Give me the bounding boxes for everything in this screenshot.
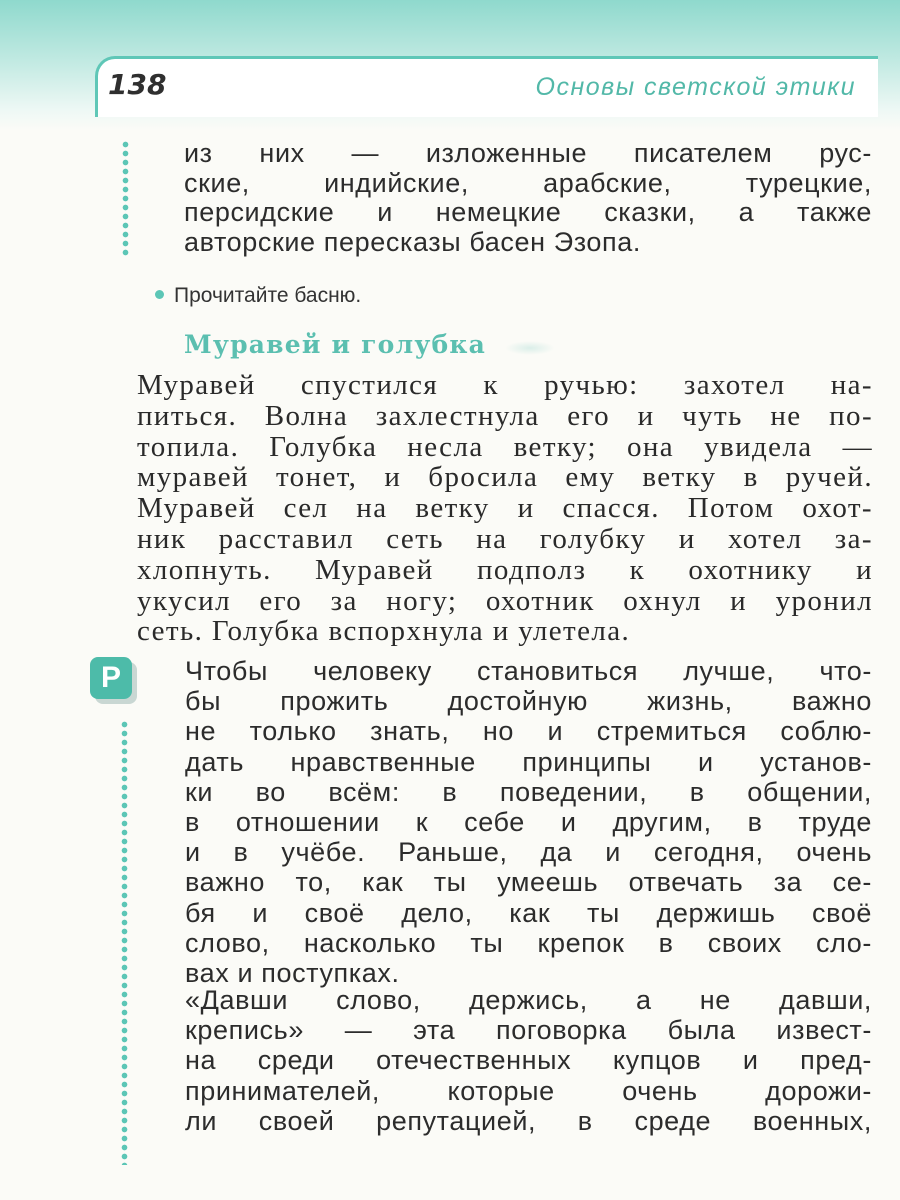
text-line: принимателей, которые очень дорожи- [185, 1075, 872, 1106]
print-smudge [505, 341, 555, 355]
intro-paragraph [184, 139, 872, 257]
text-line: и в учёбе. Раньше, да и сегодня, очень [185, 837, 872, 868]
reflection-badge-icon: Р [90, 657, 132, 699]
text-line: дать нравственные принципы и установ- [185, 746, 872, 777]
dotted-margin-marker [121, 720, 128, 1165]
text-line: Чтобы человеку становиться лучше, что- [185, 656, 872, 686]
text-line: на среди отечественных купцов и пред- [185, 1045, 872, 1076]
fable-line: питься. Волна захлестнула его и чуть не по- [137, 399, 873, 432]
text-line: ки во всём: в поведении, в общении, [185, 776, 872, 807]
bullet-icon [155, 290, 164, 299]
section-title: Основы светской этики [535, 73, 856, 101]
reflection-paragraph [185, 656, 872, 988]
text-line: не только знать, но и стремиться соблю- [185, 716, 872, 747]
fable-line: сеть. Голубка вспорхнула и улетела. [137, 615, 631, 648]
fable-paragraph [137, 370, 873, 647]
text-line: в отношении к себе и другим, в труде [185, 807, 872, 838]
text-line: персидские и немецкие сказки, а также [184, 197, 872, 227]
fable-line: Муравей сел на ветку и спасся. Потом охот- [137, 492, 873, 525]
dotted-margin-marker [122, 140, 129, 256]
text-line: важно то, как ты умеешь отвечать за се- [185, 867, 872, 898]
text-line: из них — изложенные писателем рус- [184, 138, 872, 168]
text-line: вах и поступках. [185, 958, 400, 989]
fable-line: ник расставил сеть на голубку и хотел за- [137, 522, 873, 555]
text-line: авторские пересказы басен Эзопа. [184, 226, 641, 257]
text-line: бя и своё дело, как ты держишь своё [185, 897, 872, 928]
fable-line: Муравей спустился к ручью: захотел на- [137, 369, 873, 401]
fable-line: топила. Голубка несла ветку; она увидела — [137, 430, 873, 463]
fable-title: Муравей и голубка [184, 330, 487, 359]
text-line: ские, индийские, арабские, турецкие, [184, 167, 872, 198]
task-text: Прочитайте басню. [174, 284, 362, 307]
text-line: бы прожить достойную жизнь, важно [185, 686, 872, 717]
fable-line: хлопнуть. Муравей подполз к охотнику и [137, 553, 873, 586]
text-line: слово, насколько ты крепок в своих сло- [185, 927, 872, 958]
fable-line: укусил его за ногу; охотник охнул и уронил [137, 584, 873, 617]
text-line: «Давши слово, держись, а не давши, [185, 985, 872, 1015]
fable-line: муравей тонет, и бросила ему ветку в ручей. [137, 461, 873, 494]
page-number: 138 [108, 68, 167, 101]
text-line: ли своей репутацией, в среде военных, [185, 1105, 872, 1136]
text-line: крепись» — эта поговорка была извест- [185, 1015, 872, 1046]
task-item [155, 284, 361, 308]
proverb-paragraph [185, 985, 872, 1136]
